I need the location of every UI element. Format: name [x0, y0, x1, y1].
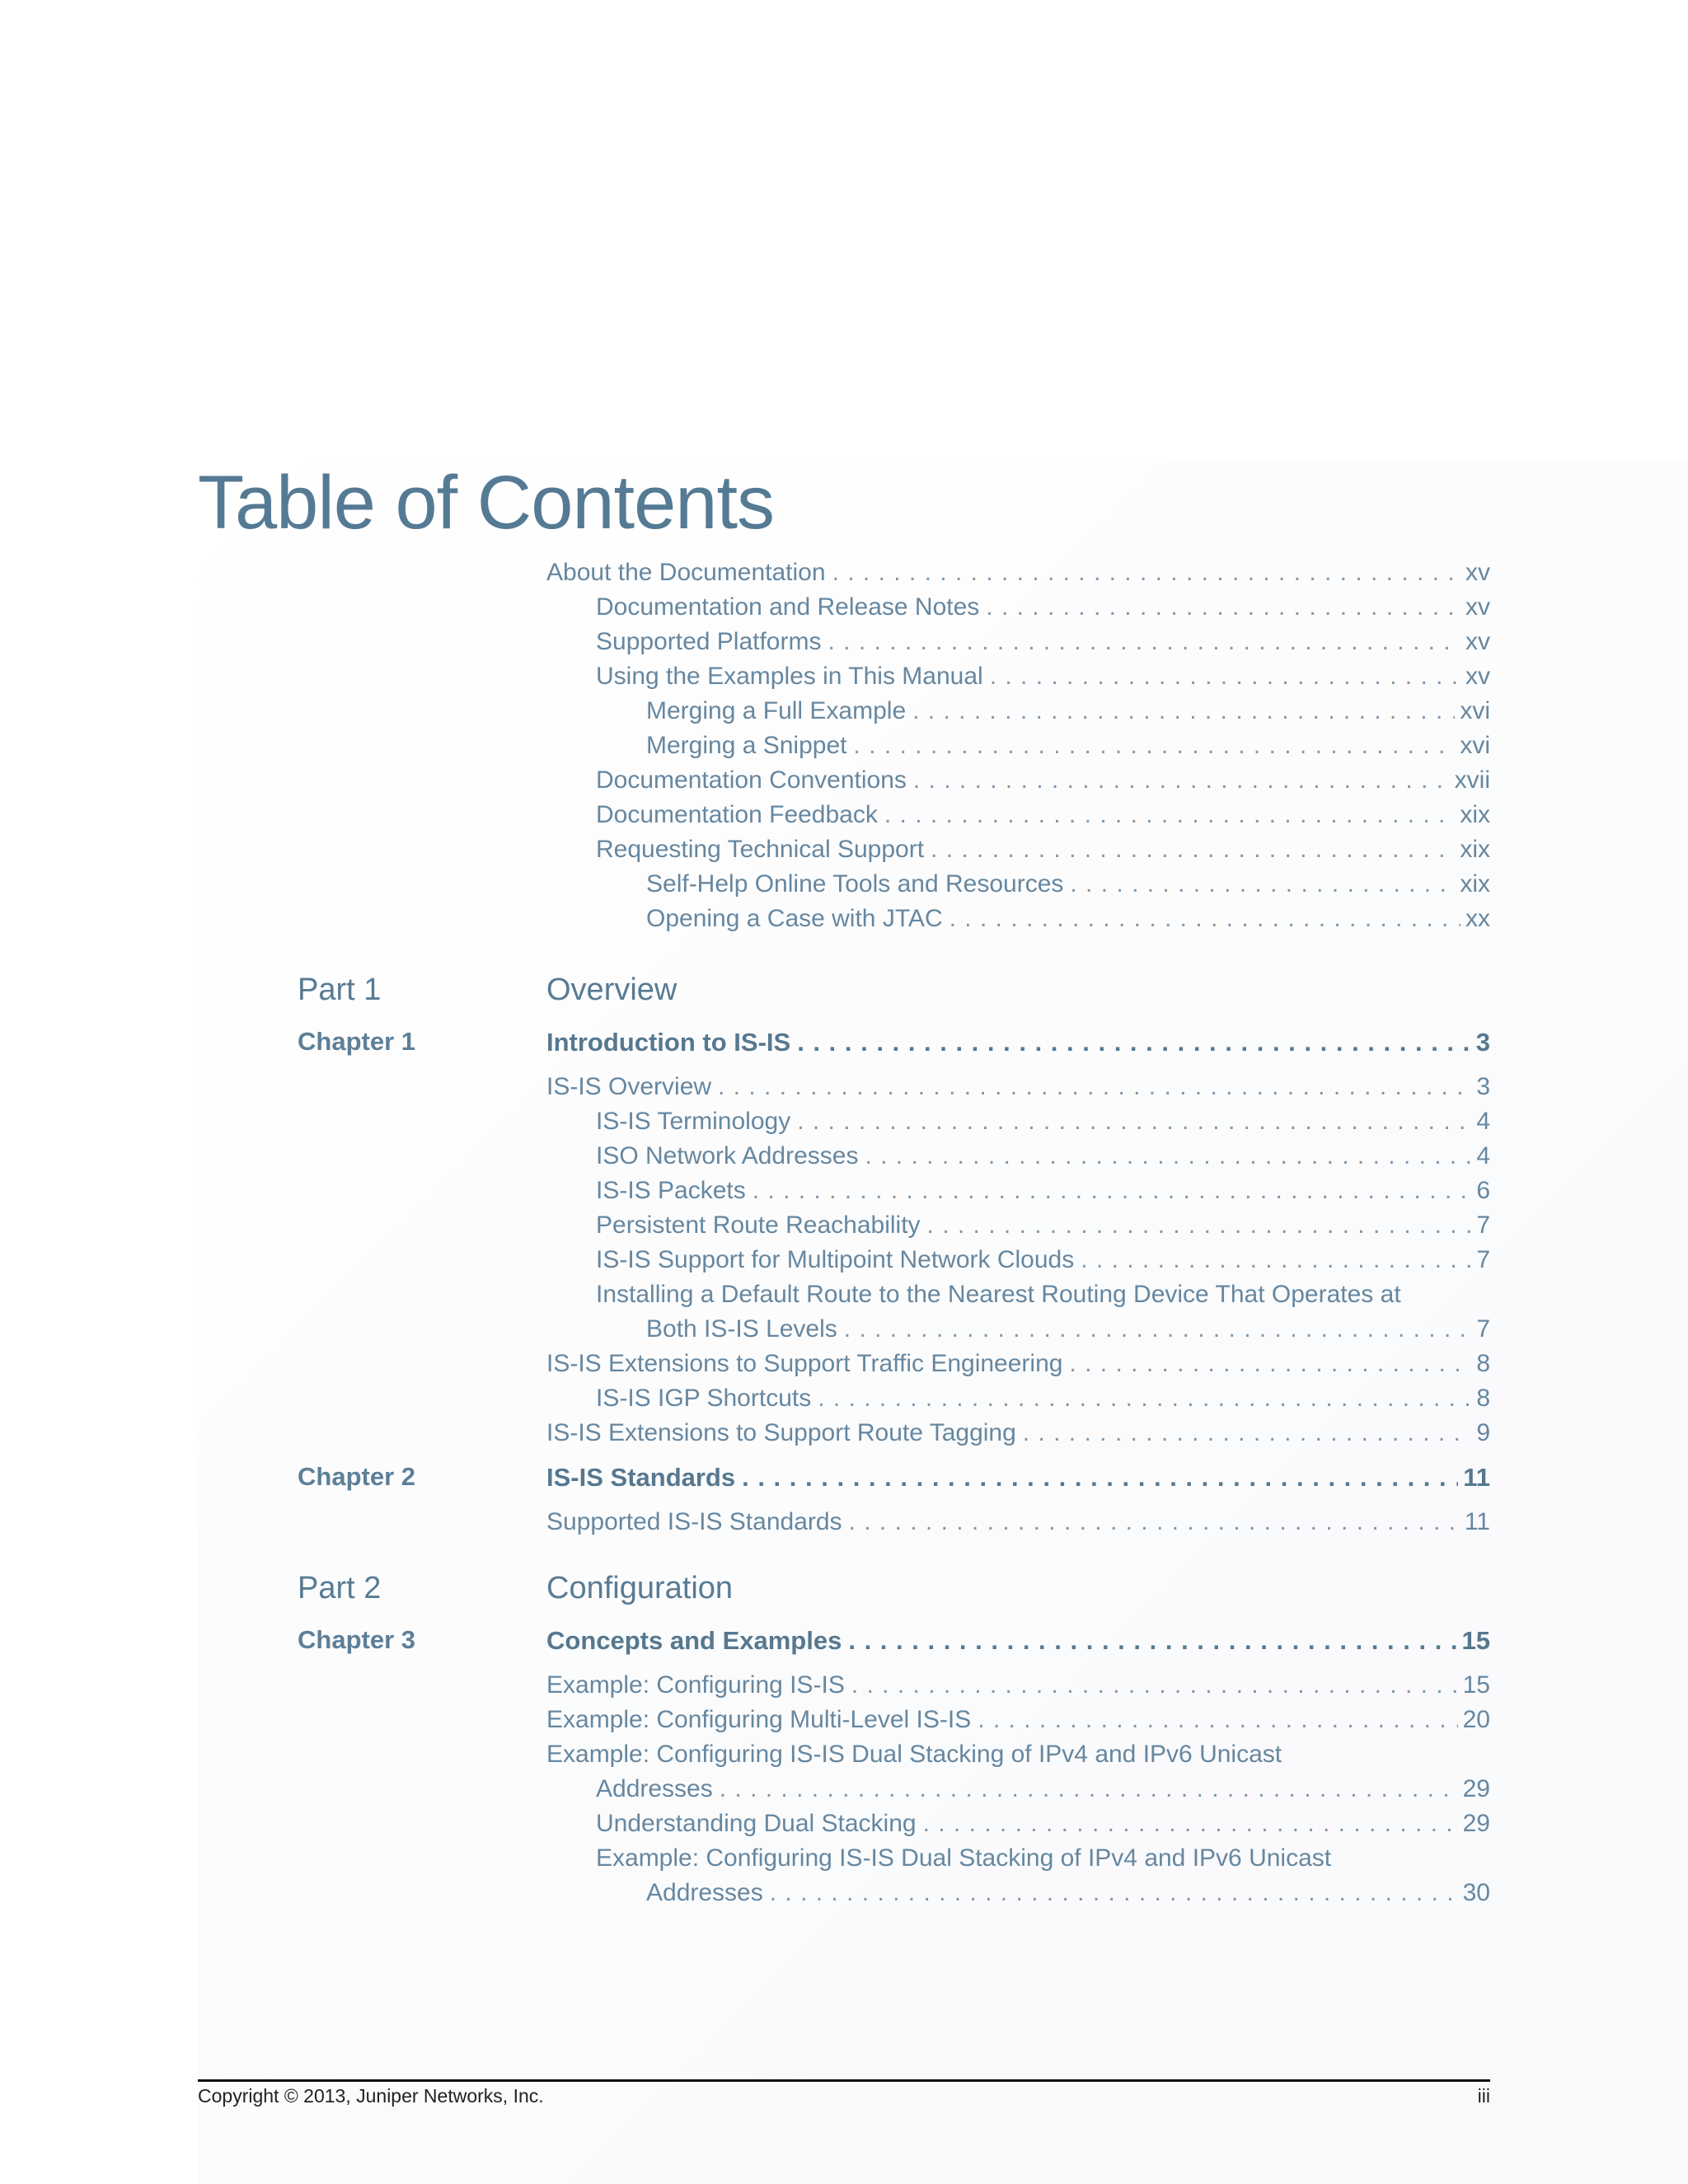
part-label: Part 2	[298, 1571, 382, 1605]
part-title[interactable]: Configuration	[546, 1571, 734, 1605]
toc-entry[interactable]	[596, 590, 1490, 625]
toc-entry[interactable]	[646, 729, 1490, 763]
toc-entry-page: xix	[1460, 870, 1490, 898]
toc-entry-page: xx	[1465, 905, 1490, 932]
toc-entry-page: xv	[1465, 559, 1490, 586]
chapter-page: 15	[1461, 1626, 1490, 1655]
dot-leader	[742, 1460, 1458, 1495]
toc-entry-label: IS-IS Packets	[596, 1177, 746, 1204]
page-title: Table of Contents	[198, 460, 775, 545]
dot-leader	[854, 729, 1456, 763]
toc-entry[interactable]	[646, 694, 1490, 729]
toc-entry-label: Addresses	[646, 1879, 763, 1906]
toc-entry-label: IS-IS Terminology	[596, 1108, 791, 1135]
toc-entry[interactable]	[596, 798, 1490, 832]
dot-leader	[770, 1876, 1458, 1910]
dot-leader	[986, 590, 1461, 625]
toc-entry-page: 7	[1476, 1212, 1490, 1239]
dot-leader	[849, 1505, 1460, 1540]
toc-entry-continued[interactable]: Installing a Default Route to the Nearest Routing Device That Operates at	[596, 1281, 1401, 1308]
dot-leader	[978, 1703, 1457, 1737]
toc-entry-label: Addresses	[596, 1775, 713, 1802]
toc-entry[interactable]	[596, 1772, 1490, 1807]
toc-entry-label: IS-IS IGP Shortcuts	[596, 1385, 812, 1412]
dot-leader	[720, 1772, 1458, 1807]
toc-entry-page: xv	[1465, 628, 1490, 655]
toc-entry[interactable]	[546, 1347, 1490, 1381]
toc-entry-page: 30	[1462, 1879, 1490, 1906]
toc-entry-page: xvii	[1454, 766, 1490, 794]
chapter-page: 11	[1463, 1463, 1490, 1492]
toc-entry-label: Both IS-IS Levels	[646, 1315, 837, 1343]
footer-divider	[198, 2079, 1490, 2082]
chapter-title: Introduction to IS-IS	[546, 1028, 791, 1057]
toc-entry-page: xix	[1460, 836, 1490, 863]
toc-entry-label: Supported Platforms	[596, 628, 822, 655]
dot-leader	[797, 1025, 1471, 1060]
toc-entry[interactable]	[596, 1139, 1490, 1174]
toc-entry[interactable]	[646, 867, 1490, 902]
dot-leader	[753, 1174, 1472, 1208]
toc-entry-label: Documentation and Release Notes	[596, 593, 980, 621]
toc-entry[interactable]	[646, 1876, 1490, 1910]
toc-entry-label: ISO Network Addresses	[596, 1142, 859, 1169]
toc-entry-label: Example: Configuring Multi-Level IS-IS	[546, 1706, 972, 1733]
toc-entry[interactable]	[596, 832, 1490, 867]
toc-entry-label: IS-IS Support for Multipoint Network Clouds	[596, 1246, 1075, 1273]
chapter-entry[interactable]	[546, 1460, 1490, 1495]
dot-leader	[851, 1668, 1458, 1703]
toc-entry-page: 15	[1462, 1671, 1490, 1699]
chapter-entry[interactable]	[546, 1624, 1490, 1658]
dot-leader	[865, 1139, 1471, 1174]
toc-entry-label: About the Documentation	[546, 559, 826, 586]
toc-entry[interactable]	[596, 659, 1490, 694]
toc-entry[interactable]	[596, 625, 1490, 659]
dot-leader	[848, 1624, 1456, 1658]
dot-leader	[828, 625, 1461, 659]
dot-leader	[912, 694, 1455, 729]
toc-entry-page: 8	[1476, 1350, 1490, 1377]
toc-entry-label: Opening a Case with JTAC	[646, 905, 943, 932]
dot-leader	[818, 1381, 1471, 1416]
dot-leader	[931, 832, 1455, 867]
toc-entry-page: 20	[1462, 1706, 1490, 1733]
toc-entry[interactable]	[596, 1807, 1490, 1841]
toc-entry-page: 8	[1476, 1385, 1490, 1412]
toc-entry-page: 3	[1476, 1073, 1490, 1100]
dot-leader	[844, 1312, 1472, 1347]
dot-leader	[950, 902, 1461, 936]
footer-page-number: iii	[1477, 2085, 1490, 2107]
toc-entry-label: Supported IS-IS Standards	[546, 1508, 842, 1535]
toc-entry[interactable]	[596, 1381, 1490, 1416]
toc-entry-label: IS-IS Overview	[546, 1073, 712, 1100]
dot-leader	[913, 763, 1450, 798]
toc-entry[interactable]	[596, 1243, 1490, 1277]
toc-entry-page: xix	[1460, 801, 1490, 828]
toc-entry[interactable]	[596, 1174, 1490, 1208]
toc-entry-page: 7	[1476, 1246, 1490, 1273]
dot-leader	[718, 1070, 1471, 1104]
toc-entry-page: 9	[1476, 1419, 1490, 1446]
toc-entry-label: Merging a Snippet	[646, 732, 847, 759]
chapter-page: 3	[1475, 1028, 1490, 1057]
toc-entry-continued[interactable]: Example: Configuring IS-IS Dual Stacking of IPv4 and IPv6 Unicast	[596, 1844, 1332, 1872]
toc-entry-label: Self-Help Online Tools and Resources	[646, 870, 1064, 898]
dot-leader	[884, 798, 1455, 832]
toc-entry-label: Merging a Full Example	[646, 697, 907, 724]
toc-entry-page: 29	[1462, 1775, 1490, 1802]
toc-entry-page: 4	[1476, 1142, 1490, 1169]
toc-entry[interactable]	[546, 1505, 1490, 1540]
toc-entry-page: 29	[1462, 1810, 1490, 1837]
toc-entry-page: 7	[1476, 1315, 1490, 1343]
toc-entry[interactable]	[596, 1104, 1490, 1139]
toc-entry-label: Requesting Technical Support	[596, 836, 925, 863]
toc-entry-page: 11	[1464, 1508, 1490, 1535]
toc-entry-continued[interactable]: Example: Configuring IS-IS Dual Stacking of IPv4 and IPv6 Unicast	[546, 1741, 1282, 1768]
dot-leader	[1069, 1347, 1471, 1381]
chapter-title: Concepts and Examples	[546, 1626, 842, 1655]
toc-entry-label: Using the Examples in This Manual	[596, 663, 983, 690]
chapter-title: IS-IS Standards	[546, 1463, 736, 1492]
toc-entry[interactable]	[546, 555, 1490, 590]
toc-entry-label: IS-IS Extensions to Support Traffic Engineering	[546, 1350, 1063, 1377]
toc-entry-page: xv	[1465, 663, 1490, 690]
toc-entry[interactable]	[596, 763, 1490, 798]
chapter-label: Chapter 2	[298, 1462, 415, 1491]
toc-entry-page: xvi	[1460, 732, 1490, 759]
toc-entry[interactable]	[546, 1416, 1490, 1451]
dot-leader	[797, 1104, 1471, 1139]
toc-entry[interactable]	[546, 1070, 1490, 1104]
toc-entry-page: xv	[1465, 593, 1490, 621]
toc-entry[interactable]	[646, 1312, 1490, 1347]
dot-leader	[1070, 867, 1455, 902]
chapter-entry[interactable]	[546, 1025, 1490, 1060]
dot-leader	[1081, 1243, 1471, 1277]
dot-leader	[1023, 1416, 1472, 1451]
toc-entry-label: Documentation Conventions	[596, 766, 907, 794]
toc-entry-label: Persistent Route Reachability	[596, 1212, 921, 1239]
dot-leader	[832, 555, 1461, 590]
toc-entry-page: 6	[1476, 1177, 1490, 1204]
dot-leader	[990, 659, 1461, 694]
toc-entry-page: 4	[1476, 1108, 1490, 1135]
toc-entry-label: Example: Configuring IS-IS	[546, 1671, 845, 1699]
toc-entry-label: IS-IS Extensions to Support Route Tagging	[546, 1419, 1016, 1446]
toc-entry[interactable]	[546, 1703, 1490, 1737]
toc-entry-label: Documentation Feedback	[596, 801, 878, 828]
toc-entry[interactable]	[646, 902, 1490, 936]
part-title[interactable]: Overview	[546, 972, 678, 1007]
part-label: Part 1	[298, 972, 382, 1007]
toc-entry-label: Understanding Dual Stacking	[596, 1810, 917, 1837]
toc-entry[interactable]	[546, 1668, 1490, 1703]
toc-entry[interactable]	[596, 1208, 1490, 1243]
toc-entry-page: xvi	[1460, 697, 1490, 724]
chapter-label: Chapter 3	[298, 1625, 415, 1654]
footer-copyright: Copyright © 2013, Juniper Networks, Inc.	[198, 2085, 544, 2107]
dot-leader	[923, 1807, 1458, 1841]
chapter-label: Chapter 1	[298, 1027, 415, 1056]
dot-leader	[927, 1208, 1472, 1243]
